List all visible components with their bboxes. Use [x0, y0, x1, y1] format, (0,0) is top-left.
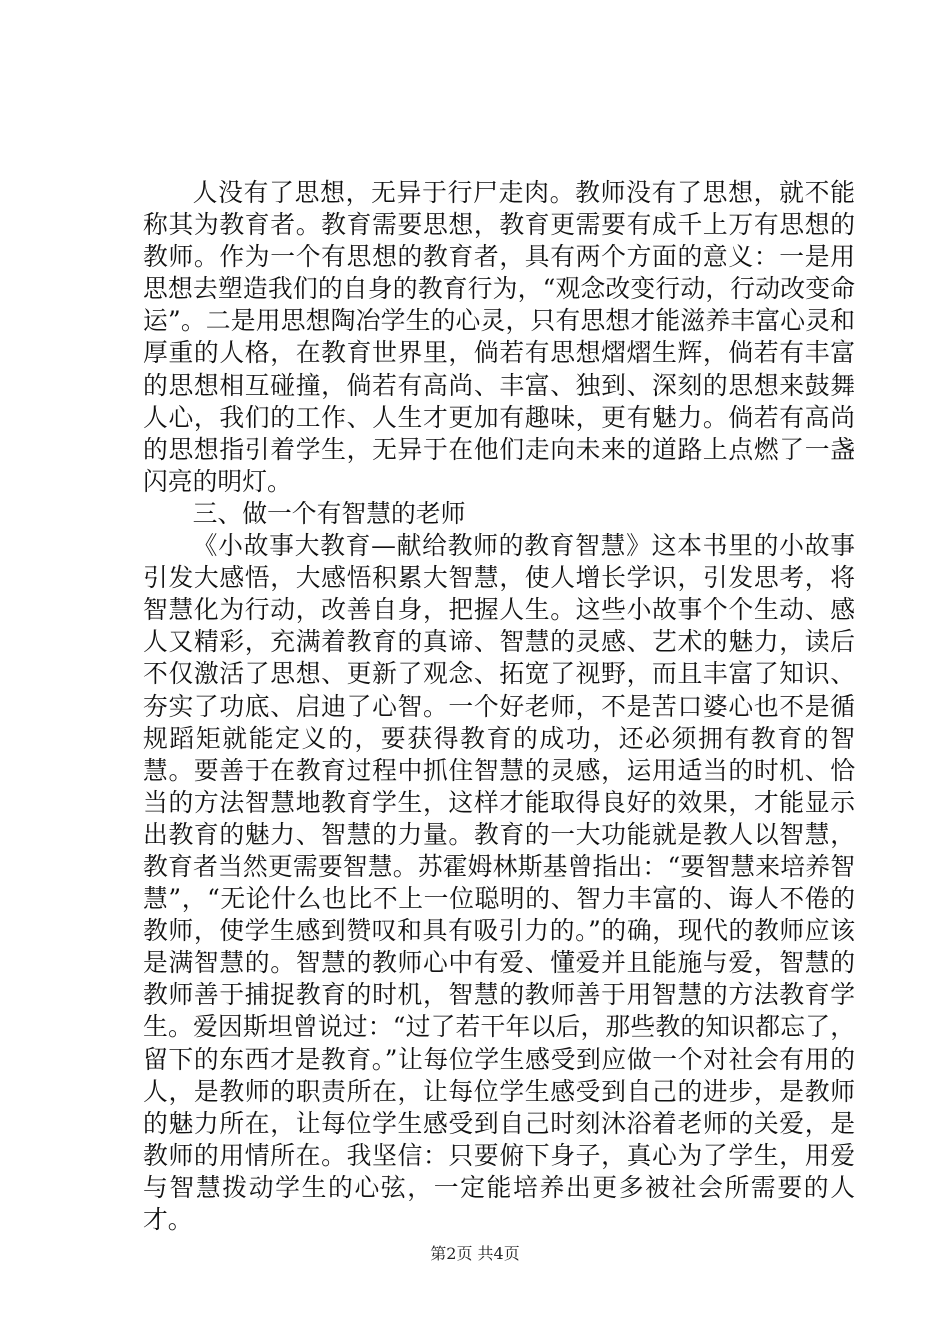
section-heading-wise-teacher: 三、做一个有智慧的老师 — [192, 498, 466, 528]
paragraph-wisdom-book: 《小故事大教育—献给教师的教育智慧》这本书里的小故事引发大感悟，大感悟积累大智慧，使人增长学识，引发思考，将智慧化为行动，改善自身，把握人生。这些小故事个个生动、感人又精彩，充满着教育的真谛、智慧的灵感、艺术的魅力，读后不仅激活了思想、更新了观念、拓宽了视野，而且丰富了知识、夯实了功底、启迪了心智。一个好老师，不是苦口婆心也不是循规蹈矩就能定义的，要获得教育的成功，还必须拥有教育的智慧。要善于在教育过程中抓住智慧的灵感，运用适当的时机、恰当的方法智慧地教育学生，这样才能取得良好的效果，才能显示出教育的魅力、智慧的力量。教育的一大功能就是教人以智慧，教育者当然更需要智慧。苏霍姆林斯基曾指出：“要智慧来培养智慧”，“无论什么也比不上一位聪明的、智力丰富的、诲人不倦的教师，使学生感到赞叹和具有吸引力的。”的确，现代的教师应该是满智慧的。智慧的教师心中有爱、懂爱并且能施与爱，智慧的教师善于捕捉教育的时机，智慧的教师善于用智慧的方法教育学生。爱因斯坦曾说过：“过了若干年以后，那些教的知识都忘了，留下的东西才是教育。”让每位学生感受到应做一个对社会有用的人，是教师的职责所在，让每位学生感受到自己的进步，是教师的魅力所在，让每位学生感受到自己时刻沐浴着老师的关爱，是教师的用情所在。我坚信：只要俯下身子，真心为了学生，用爱与智慧拨动学生的心弦，一定能培养出更多被社会所需要的人才。 — [143, 531, 855, 1234]
document-body — [143, 177, 855, 1236]
page-number-footer: 第2页 共4页 — [430, 1244, 520, 1263]
paragraph-thinking-teacher: 人没有了思想，无异于行尸走肉。教师没有了思想，就不能称其为教育者。教育需要思想，教育更需要有成千上万有思想的教师。作为一个有思想的教育者，具有两个方面的意义：一是用思想去塑造我们的自身的教育行为，“观念改变行动，行动改变命运”。二是用思想陶冶学生的心灵，只有思想才能滋养丰富心灵和厚重的人格，在教育世界里，倘若有思想熠熠生辉，倘若有丰富的思想相互碰撞，倘若有高尚、丰富、独到、深刻的思想来鼓舞人心，我们的工作、人生才更加有趣味，更有魅力。倘若有高尚的思想指引着学生，无异于在他们走向未来的道路上点燃了一盏闪亮的明灯。 — [143, 178, 855, 496]
